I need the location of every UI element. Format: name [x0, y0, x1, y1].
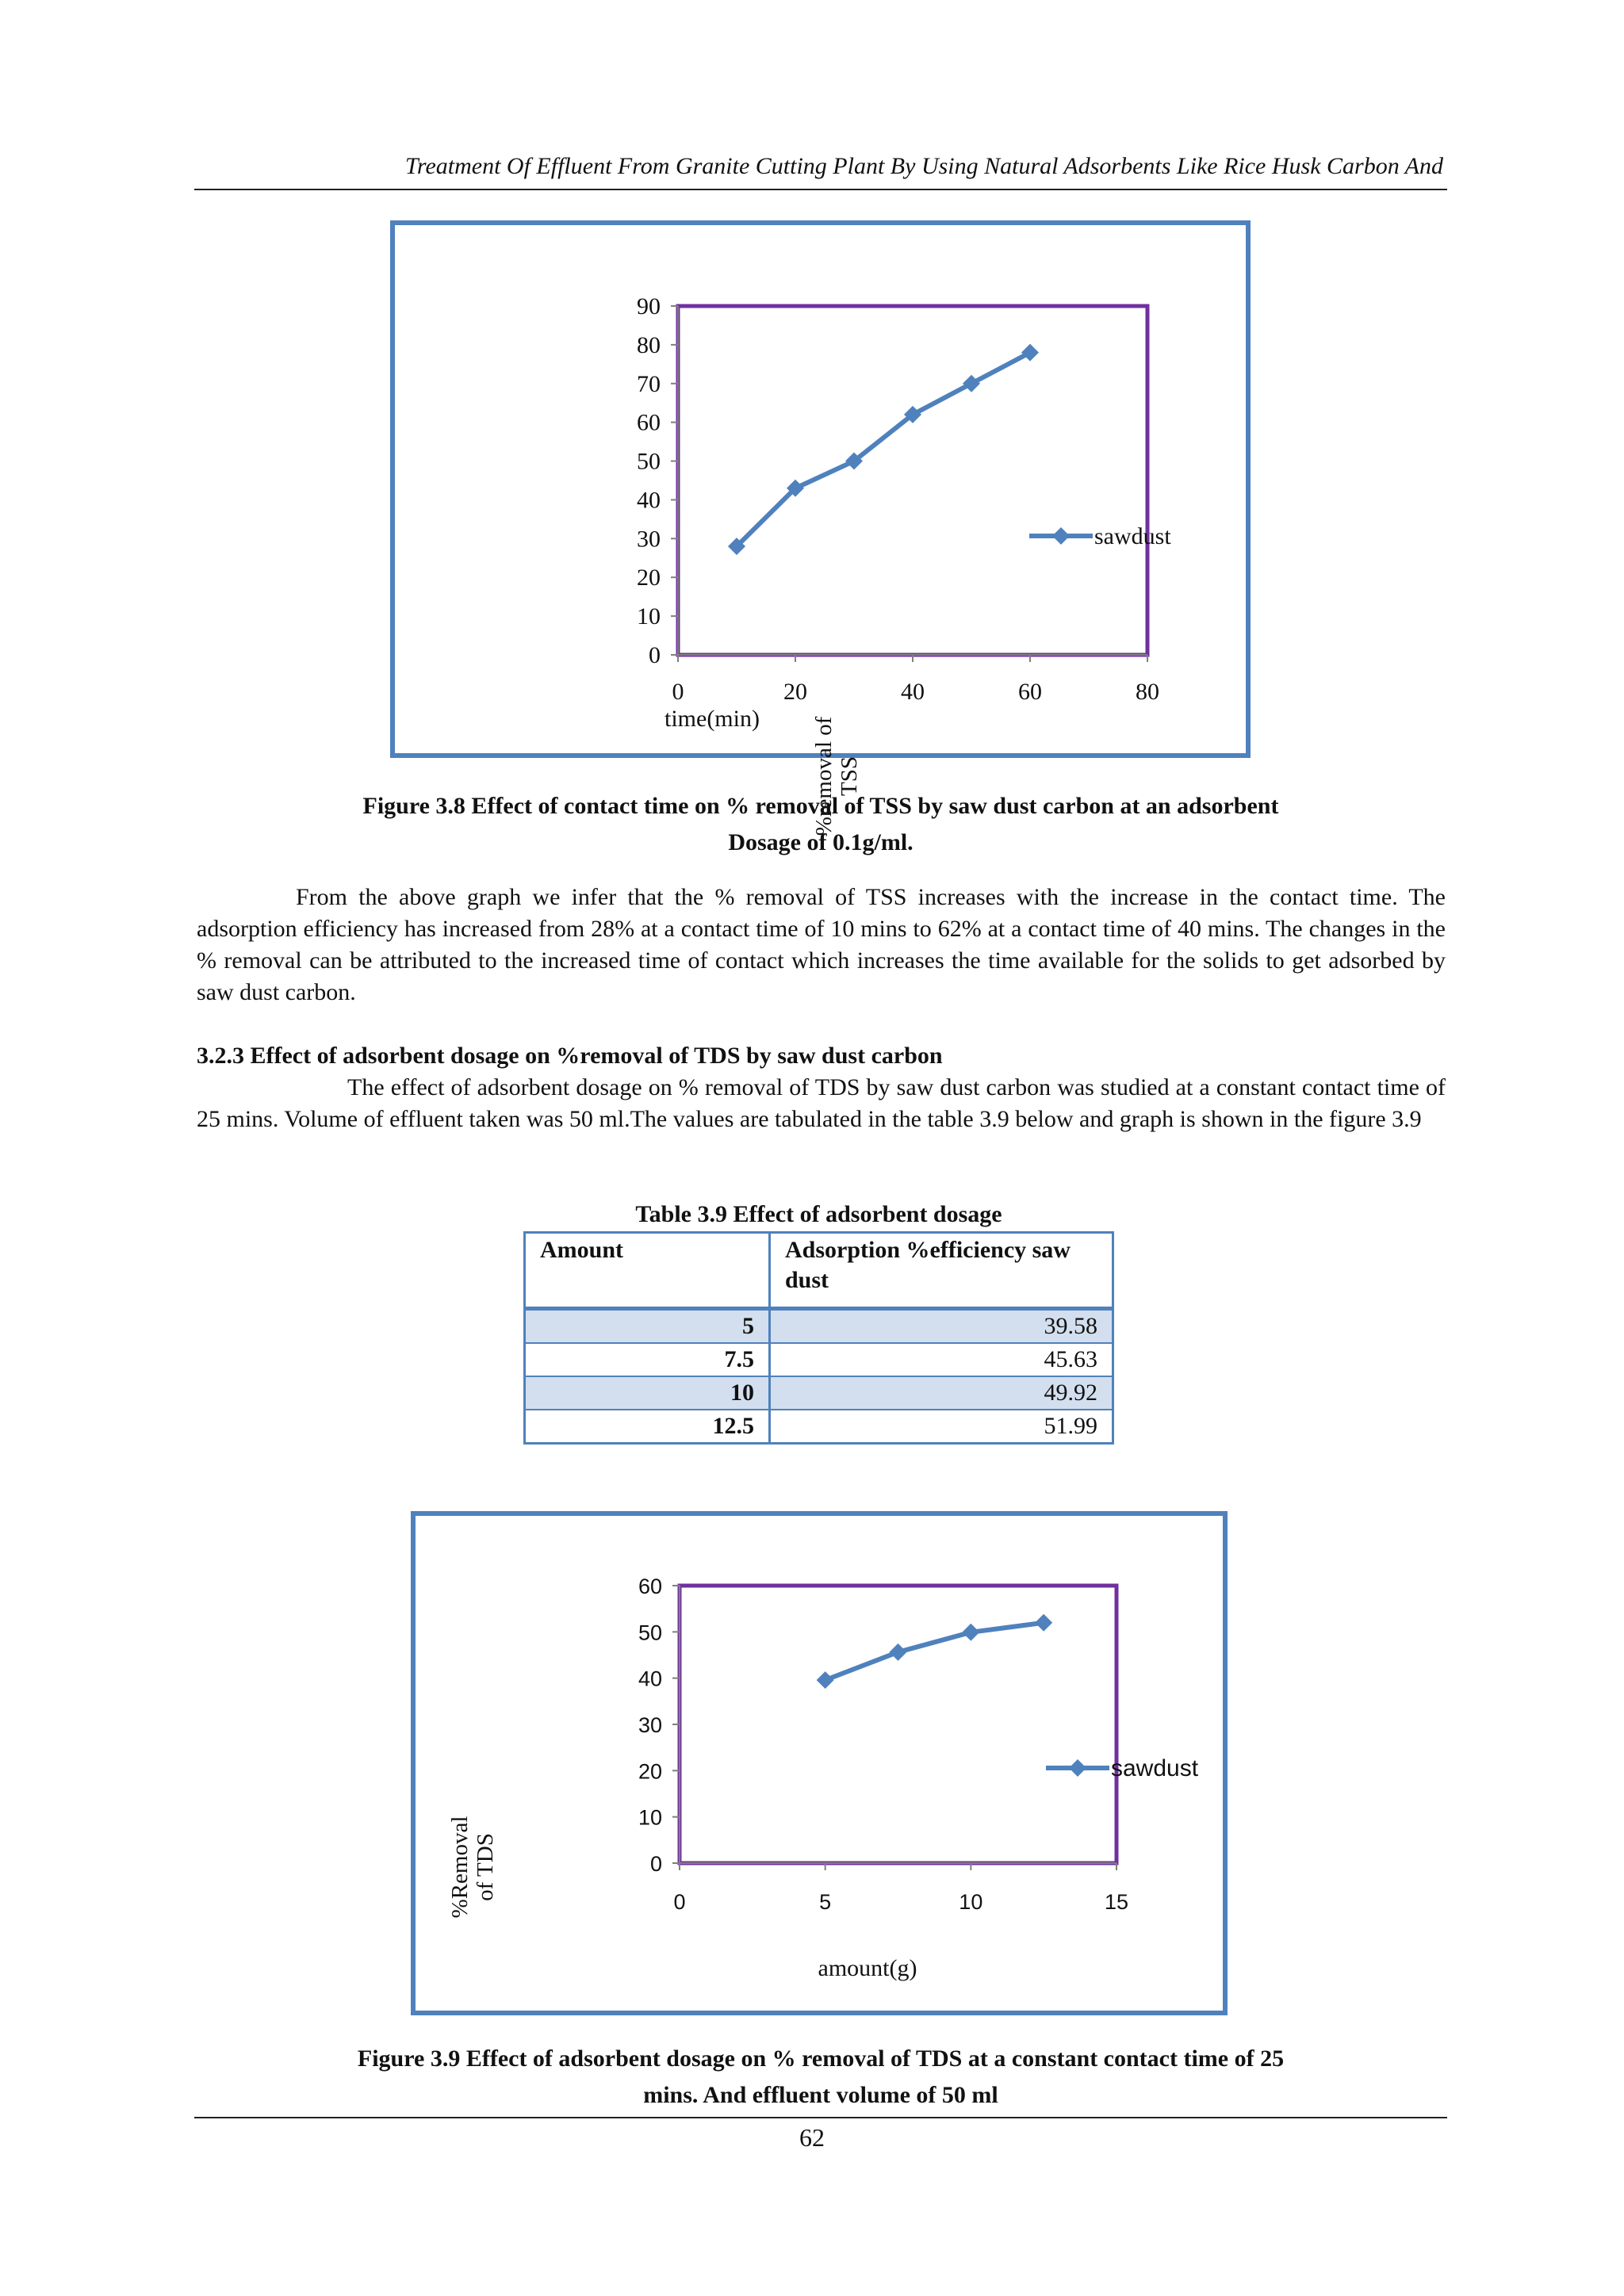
- y-tick-label: 40: [638, 1667, 662, 1691]
- y-tick-label: 30: [638, 1713, 662, 1737]
- caption-line: mins. And effluent volume of 50 ml: [643, 2082, 998, 2108]
- y-tick-label: 50: [637, 448, 661, 475]
- table-cell: 12.5: [525, 1410, 770, 1444]
- x-tick-label: 5: [819, 1890, 832, 1914]
- footer-rule: [194, 2117, 1447, 2118]
- data-point: [1035, 1614, 1052, 1632]
- x-tick-label: 0: [673, 1890, 686, 1914]
- legend-marker: [1069, 1759, 1086, 1777]
- y-tick-label: 0: [649, 1852, 662, 1876]
- table-cell: 5: [525, 1309, 770, 1344]
- section-heading: 3.2.3 Effect of adsorbent dosage on %removal of TDS by saw dust carbon: [197, 1043, 943, 1069]
- y-tick-label: 30: [637, 526, 661, 553]
- caption-line: Dosage of 0.1g/ml.: [728, 829, 914, 855]
- table-title: Table 3.9 Effect of adsorbent dosage: [635, 1201, 1002, 1227]
- y-tick-label: 60: [637, 409, 661, 436]
- series-line: [825, 1623, 1044, 1680]
- table-cell: 7.5: [525, 1343, 770, 1376]
- caption-line: Figure 3.8 Effect of contact time on % removal of TSS by saw dust carbon at an adsorbent: [362, 793, 1279, 819]
- plot-area-frame: [678, 306, 1147, 655]
- data-point: [890, 1644, 907, 1661]
- x-axis-label: time(min): [665, 706, 760, 732]
- page-number: 62: [799, 2123, 825, 2152]
- caption-line: Figure 3.9 Effect of adsorbent dosage on % removal of TDS at a constant contact time of 25: [357, 2045, 1285, 2072]
- y-tick-label: 20: [638, 1759, 662, 1784]
- legend-marker: [1052, 527, 1070, 545]
- running-header: Treatment Of Effluent From Granite Cutting Plant By Using Natural Adsorbents Like Rice Husk Carbon And: [404, 153, 1443, 179]
- x-axis-label: amount(g): [818, 1955, 917, 1981]
- plot-area-frame: [680, 1586, 1116, 1863]
- y-tick-label: 50: [638, 1621, 662, 1645]
- x-tick-label: 0: [672, 679, 684, 705]
- table-row: [525, 1309, 1113, 1344]
- series-line: [737, 353, 1030, 546]
- table-header-row: [525, 1233, 1113, 1309]
- data-point: [817, 1671, 834, 1689]
- x-tick-label: 20: [783, 679, 807, 705]
- y-tick-label: 80: [637, 331, 661, 358]
- y-axis-label: %removal of TSS: [811, 716, 862, 836]
- figure-3-8-caption: [194, 788, 1447, 861]
- y-tick-label: 0: [649, 642, 661, 668]
- y-axis-label: %Removal of TDS: [447, 1816, 498, 1919]
- column-header: Amount: [525, 1233, 770, 1309]
- body-paragraph: From the above graph we infer that the % removal of TSS increases with the increase in the contact time. The adsorption efficiency has increased from 28% at a contact time of 10 mins to 62% at a contact time of 40 mins. The changes in the % removal can be attributed to the increased time of contact which increases the time available for the solids to get adsorbed by saw dust carbon.: [197, 884, 1446, 1005]
- x-tick-label: 15: [1104, 1890, 1129, 1914]
- data-point: [962, 1624, 979, 1641]
- table-cell: 39.58: [770, 1309, 1113, 1344]
- x-tick-label: 40: [901, 679, 925, 705]
- x-tick-label: 10: [959, 1890, 983, 1914]
- table-row: [525, 1376, 1113, 1410]
- plot-svg: [416, 1516, 1232, 2020]
- x-tick-label: 80: [1136, 679, 1159, 705]
- x-tick-label: 60: [1018, 679, 1042, 705]
- data-point: [963, 375, 980, 392]
- y-tick-label: 10: [637, 603, 661, 630]
- figure-3-9-chart: [411, 1511, 1228, 2015]
- table-cell: 49.92: [770, 1376, 1113, 1410]
- data-table: [523, 1231, 1114, 1445]
- plot-svg: [395, 225, 1255, 763]
- table-row: [525, 1410, 1113, 1444]
- y-tick-label: 70: [637, 370, 661, 397]
- table-cell: 51.99: [770, 1410, 1113, 1444]
- y-tick-label: 40: [637, 487, 661, 514]
- column-header: Adsorption %efficiency saw dust: [770, 1233, 1113, 1309]
- y-tick-label: 20: [637, 564, 661, 591]
- legend-label: sawdust: [1094, 523, 1171, 549]
- y-tick-label: 90: [637, 293, 661, 320]
- legend-label: sawdust: [1111, 1755, 1199, 1781]
- y-tick-label: 60: [638, 1575, 662, 1598]
- table-row: [525, 1343, 1113, 1376]
- y-tick-label: 10: [638, 1805, 662, 1830]
- figure-3-9-caption: [194, 2041, 1447, 2114]
- table-cell: 45.63: [770, 1343, 1113, 1376]
- header-rule: [194, 189, 1447, 190]
- table-cell: 10: [525, 1376, 770, 1410]
- body-paragraph: The effect of adsorbent dosage on % removal of TDS by saw dust carbon was studied at a constant contact time of 25 mins. Volume of effluent taken was 50 ml.The values are tabulated in the table 3.9 below and graph is shown in the figure 3.9: [197, 1074, 1446, 1132]
- data-point: [1021, 344, 1039, 362]
